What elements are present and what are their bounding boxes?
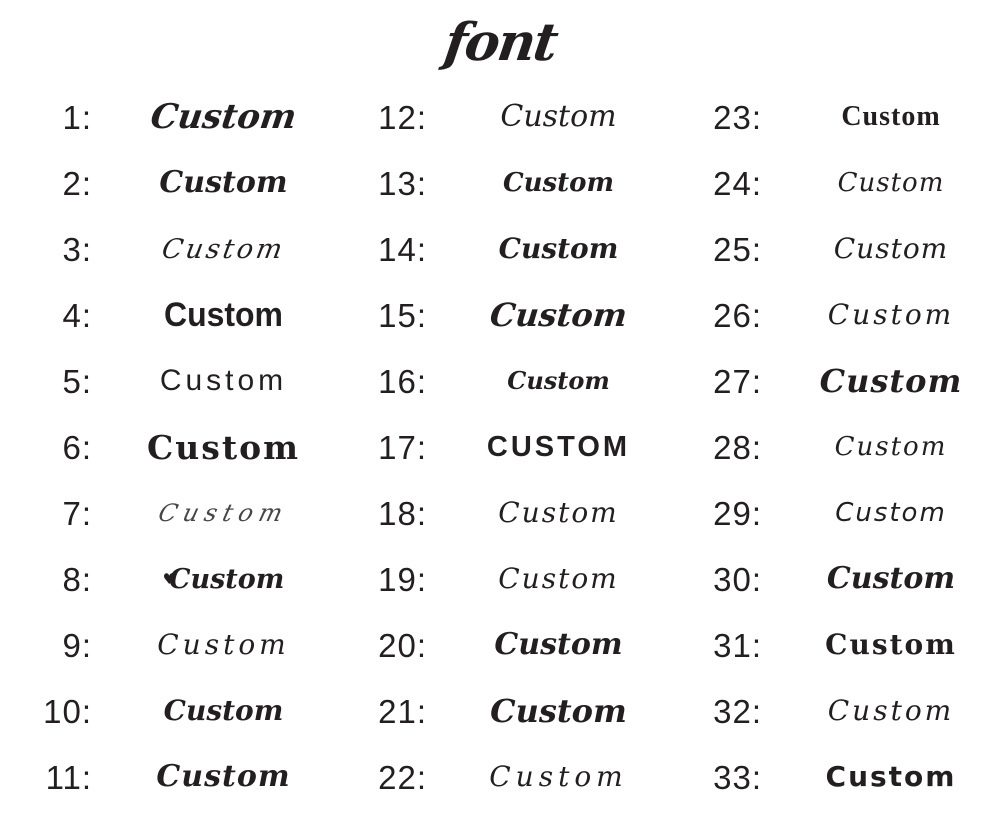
font-row xyxy=(345,480,680,546)
font-row xyxy=(345,216,680,282)
font-row xyxy=(10,414,345,480)
font-sample-text: Custom xyxy=(488,296,629,334)
font-column-2 xyxy=(345,84,680,818)
font-row xyxy=(680,414,1000,480)
font-sample-text: Custom xyxy=(159,165,288,200)
font-row xyxy=(345,612,680,678)
font-sample-text: Custom xyxy=(498,496,619,529)
font-row xyxy=(10,150,345,216)
font-sample-text: Custom xyxy=(498,562,619,595)
font-row xyxy=(10,612,345,678)
font-sample-text: Custom xyxy=(159,233,288,265)
font-sample-text: Custom xyxy=(826,561,956,596)
font-row xyxy=(345,150,680,216)
font-number-label: 12: xyxy=(378,98,427,136)
font-column-1 xyxy=(10,84,345,818)
font-number-label: 17: xyxy=(378,428,427,466)
font-number-label: 15: xyxy=(378,296,427,334)
font-sample-text: Custom xyxy=(819,362,963,400)
font-number-label: 5: xyxy=(62,362,92,400)
font-row xyxy=(10,480,345,546)
font-number-label: 14: xyxy=(378,230,427,268)
font-sample-text: Custom xyxy=(827,298,955,331)
font-number-label: 4: xyxy=(62,296,92,334)
font-sample-text: Custom xyxy=(157,628,290,661)
page-title: font xyxy=(440,11,560,73)
font-number-label: 23: xyxy=(713,98,762,136)
font-number-label: 33: xyxy=(713,758,762,796)
font-sample-text: Custom xyxy=(834,432,948,462)
font-row xyxy=(680,612,1000,678)
font-number-label: 22: xyxy=(378,758,427,796)
font-sample-text: CUSTOM xyxy=(486,430,631,463)
font-row xyxy=(345,414,680,480)
font-row xyxy=(345,348,680,414)
font-number-label: 2: xyxy=(62,164,92,202)
font-number-label: 30: xyxy=(713,560,762,598)
font-row xyxy=(680,150,1000,216)
font-row xyxy=(680,480,1000,546)
font-sample-text: Custom xyxy=(498,232,619,265)
font-number-label: 13: xyxy=(378,164,427,202)
font-sample-text: Custom xyxy=(837,168,945,198)
font-row xyxy=(680,348,1000,414)
font-number-label: 29: xyxy=(713,494,762,532)
font-sample-text: Custom xyxy=(825,760,957,793)
font-sample-text: Custom xyxy=(159,364,288,397)
font-row xyxy=(345,546,680,612)
font-row xyxy=(345,84,680,150)
font-sample-text: Custom xyxy=(489,760,628,793)
font-sample-text: Custom xyxy=(825,628,957,661)
font-row xyxy=(10,678,345,744)
font-number-label: 8: xyxy=(62,560,92,598)
font-sample-text: Custom xyxy=(155,499,292,527)
font-row xyxy=(680,546,1000,612)
font-number-label: 21: xyxy=(378,692,427,730)
font-number-label: 19: xyxy=(378,560,427,598)
font-number-label: 27: xyxy=(713,362,762,400)
font-number-label: 6: xyxy=(62,428,92,466)
font-row xyxy=(10,744,345,810)
font-row xyxy=(680,84,1000,150)
font-sample-text: Custom xyxy=(148,97,299,137)
font-sample-text: Custom xyxy=(507,366,610,395)
font-row xyxy=(680,678,1000,744)
font-number-label: 28: xyxy=(713,428,762,466)
font-sample-text: Custom xyxy=(835,498,947,528)
font-row xyxy=(680,744,1000,810)
font-number-label: 24: xyxy=(713,164,762,202)
font-sample-text: Custom xyxy=(833,232,949,265)
font-row xyxy=(10,282,345,348)
font-sample-text: ♥ Custom xyxy=(102,566,345,593)
font-sample-text: Custom xyxy=(841,101,941,132)
font-number-label: 1: xyxy=(62,98,92,136)
font-sample-text: Custom xyxy=(490,692,627,730)
font-number-label: 26: xyxy=(713,296,762,334)
font-number-label: 25: xyxy=(713,230,762,268)
font-sample-text: Custom xyxy=(500,99,617,134)
font-row xyxy=(345,744,680,810)
font-row xyxy=(10,348,345,414)
font-row xyxy=(10,216,345,282)
font-number-label: 11: xyxy=(45,758,92,796)
font-number-label: 20: xyxy=(378,626,427,664)
font-row xyxy=(345,282,680,348)
font-row xyxy=(345,678,680,744)
font-number-label: 18: xyxy=(378,494,427,532)
font-row xyxy=(10,546,345,612)
font-sample-text: Custom xyxy=(827,694,955,727)
font-sample-text: Custom xyxy=(146,427,300,467)
font-sample-text: Custom xyxy=(502,168,615,198)
header xyxy=(0,0,1000,84)
font-sample-text: Custom xyxy=(163,694,284,727)
font-number-label: 10: xyxy=(43,692,92,730)
font-sample-text: Custom xyxy=(156,759,291,794)
font-row xyxy=(680,216,1000,282)
font-row xyxy=(10,84,345,150)
font-row xyxy=(680,282,1000,348)
font-number-label: 16: xyxy=(378,362,427,400)
font-number-label: 7: xyxy=(62,494,92,532)
font-sample-text: Custom xyxy=(164,296,283,334)
font-number-label: 3: xyxy=(62,230,92,268)
font-number-label: 32: xyxy=(713,692,762,730)
font-sample-text: Custom xyxy=(494,627,623,662)
font-column-3 xyxy=(680,84,1000,818)
font-number-label: 9: xyxy=(62,626,92,664)
font-grid xyxy=(0,84,1000,824)
font-number-label: 31: xyxy=(713,626,762,664)
